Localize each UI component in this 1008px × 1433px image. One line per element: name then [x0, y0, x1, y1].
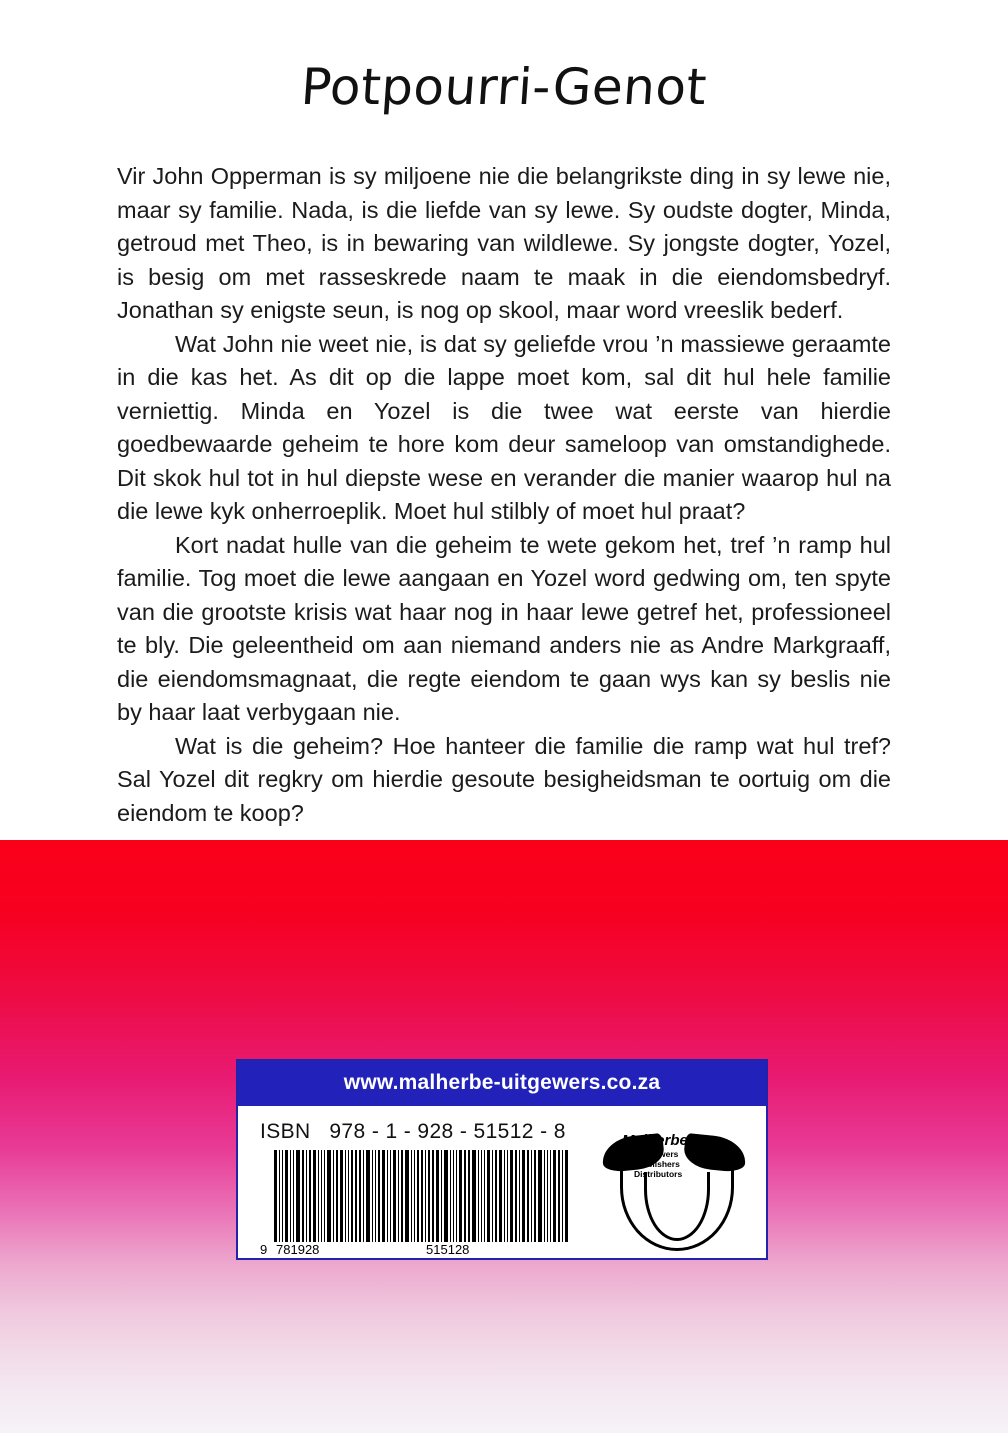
barcode-digit-group-2: 515128	[426, 1242, 470, 1257]
logo-subtitle-line-3: Distributors	[634, 1169, 683, 1179]
blurb-paragraph-1: Vir John Opperman is sy miljoene nie die belangrikste ding in sy lewe nie, maar sy familie. Nada, is die liefde van sy lewe. Sy oudste dogter, Minda, getroud met Theo, is in bewaring van wildlewe. Sy jongste dogter, Yozel, is besig om met rasseskrede naam te maak in die eiendomsbedryf. Jonathan sy enigste seun, is nog op skool, maar word vreeslik bederf.	[117, 163, 891, 323]
barcode-bars	[274, 1150, 570, 1242]
logo-name: Malherbe	[622, 1132, 688, 1149]
page-title: Potpourri-Genot	[299, 58, 709, 116]
blurb-paragraph-2: Wat John nie weet nie, is dat sy geliefde vrou ’n massiewe geraamte in die kas het. As dit op die lappe moet kom, sal dit hul hele familie verniettig. Minda en Yozel is die twee wat eerste van hierdie goedbewaarde geheim te hore kom deur sameloop van omstandighede. Dit skok hul tot in hul diepste wese en verander die manier waarop hul na die lewe kyk onherroeplik. Moet hul stilbly of moet hul praat?	[117, 330, 891, 524]
isbn-label: ISBN	[260, 1120, 311, 1143]
blurb-paragraph-4: Wat is die geheim? Hoe hanteer die familie die ramp wat hul tref? Sal Yozel dit regkry om hierdie gesoute besigheidsman te oortuig om die eiendom te koop?	[117, 732, 891, 826]
barcode	[260, 1150, 585, 1258]
isbn-body	[238, 1106, 766, 1258]
barcode-digits	[260, 1242, 585, 1257]
publisher-logo	[604, 1120, 744, 1260]
publisher-isbn-block	[236, 1059, 768, 1260]
blurb-paragraph-3: Kort nadat hulle van die geheim te wete gekom het, tref ’n ramp hul familie. Tog moet die lewe aangaan en Yozel word gedwing om, ten spyte van die grootste krisis wat haar nog in haar lewe getref het, professioneel te bly. Die geleentheid om aan niemand anders nie as Andre Markgraaff, die eiendomsmagnaat, die regte eiendom te gaan wys kan sy beslis nie by haar laat verbygaan nie.	[117, 531, 891, 725]
isbn-number: 978 - 1 - 928 - 51512 - 8	[329, 1120, 566, 1143]
logo-subtitle-line-2: Publishers	[636, 1159, 680, 1169]
publisher-website-link[interactable]: www.malherbe-uitgewers.co.za	[238, 1061, 766, 1106]
barcode-digit-lead: 9	[260, 1242, 268, 1257]
blurb-text	[117, 160, 891, 830]
logo-subtitle-line-1: Uitgewers	[637, 1149, 679, 1159]
logo-subtitle	[634, 1149, 682, 1179]
barcode-digit-group-1: 781928	[276, 1242, 320, 1257]
